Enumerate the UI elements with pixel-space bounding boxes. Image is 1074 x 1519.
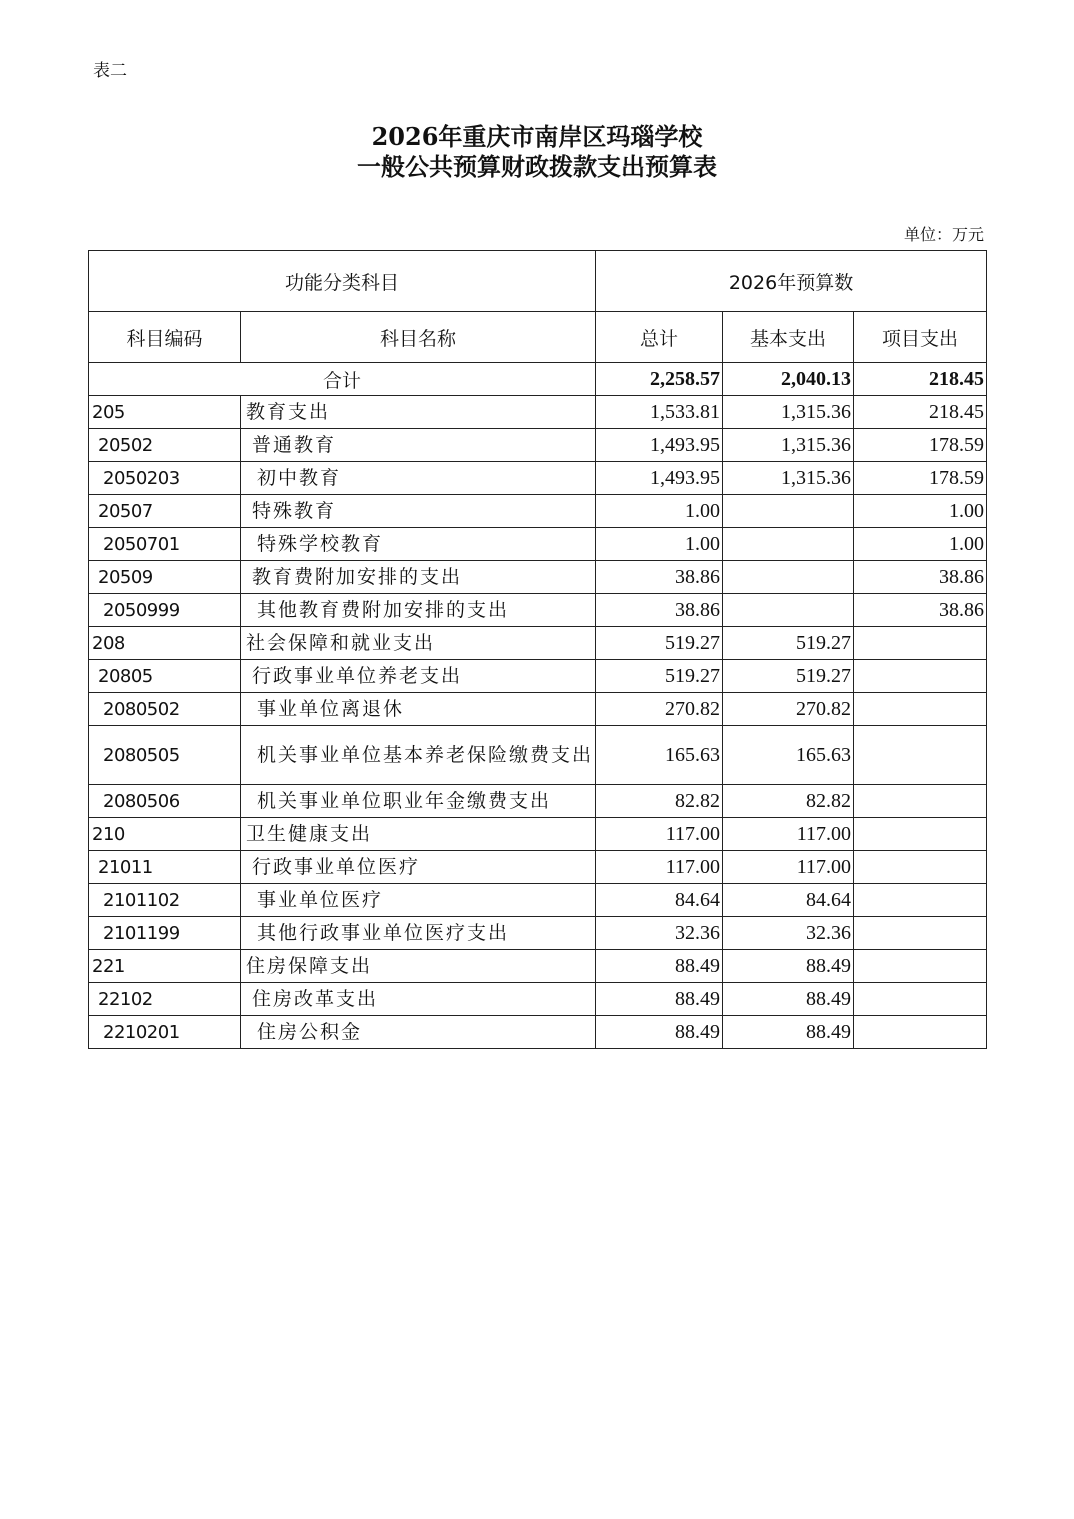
row-code: 20507 bbox=[89, 495, 241, 528]
row-total: 117.00 bbox=[596, 818, 723, 851]
header-project: 项目支出 bbox=[854, 312, 987, 363]
table-row bbox=[89, 818, 987, 851]
total-basic: 2,040.13 bbox=[723, 363, 854, 396]
row-basic bbox=[723, 561, 854, 594]
row-name: 教育费附加安排的支出 bbox=[241, 561, 596, 594]
table-row bbox=[89, 726, 987, 785]
table-row bbox=[89, 462, 987, 495]
row-name: 住房公积金 bbox=[241, 1016, 596, 1049]
row-name: 普通教育 bbox=[241, 429, 596, 462]
header-row-1 bbox=[89, 251, 987, 312]
table-row bbox=[89, 851, 987, 884]
row-total: 270.82 bbox=[596, 693, 723, 726]
row-name: 行政事业单位养老支出 bbox=[241, 660, 596, 693]
row-name: 住房保障支出 bbox=[241, 950, 596, 983]
row-total: 88.49 bbox=[596, 1016, 723, 1049]
row-total: 519.27 bbox=[596, 627, 723, 660]
row-code: 221 bbox=[89, 950, 241, 983]
row-basic bbox=[723, 495, 854, 528]
row-code: 210 bbox=[89, 818, 241, 851]
row-project bbox=[854, 693, 987, 726]
row-total: 1,493.95 bbox=[596, 429, 723, 462]
table-row bbox=[89, 917, 987, 950]
row-project: 178.59 bbox=[854, 429, 987, 462]
header-code: 科目编码 bbox=[89, 312, 241, 363]
row-code: 208 bbox=[89, 627, 241, 660]
row-total: 1.00 bbox=[596, 528, 723, 561]
row-basic bbox=[723, 594, 854, 627]
table-row bbox=[89, 429, 987, 462]
table-label: 表二 bbox=[93, 61, 127, 81]
row-code: 205 bbox=[89, 396, 241, 429]
row-code: 2050203 bbox=[89, 462, 241, 495]
row-name: 事业单位离退休 bbox=[241, 693, 596, 726]
row-total: 1,493.95 bbox=[596, 462, 723, 495]
row-name: 其他教育费附加安排的支出 bbox=[241, 594, 596, 627]
row-code: 22102 bbox=[89, 983, 241, 1016]
header-row-2 bbox=[89, 312, 987, 363]
row-name: 机关事业单位职业年金缴费支出 bbox=[241, 785, 596, 818]
row-basic: 165.63 bbox=[723, 726, 854, 785]
row-project bbox=[854, 726, 987, 785]
row-basic: 84.64 bbox=[723, 884, 854, 917]
row-basic: 519.27 bbox=[723, 627, 854, 660]
row-project bbox=[854, 851, 987, 884]
row-name: 特殊教育 bbox=[241, 495, 596, 528]
header-name: 科目名称 bbox=[241, 312, 596, 363]
row-code: 2101102 bbox=[89, 884, 241, 917]
row-basic: 1,315.36 bbox=[723, 396, 854, 429]
table-row bbox=[89, 693, 987, 726]
row-code: 20805 bbox=[89, 660, 241, 693]
row-name: 特殊学校教育 bbox=[241, 528, 596, 561]
row-basic: 88.49 bbox=[723, 950, 854, 983]
row-name: 初中教育 bbox=[241, 462, 596, 495]
table-row bbox=[89, 660, 987, 693]
row-code: 2050701 bbox=[89, 528, 241, 561]
table-row bbox=[89, 983, 987, 1016]
row-code: 2050999 bbox=[89, 594, 241, 627]
row-basic: 270.82 bbox=[723, 693, 854, 726]
row-name: 机关事业单位基本养老保险缴费支出 bbox=[241, 726, 596, 785]
row-project: 1.00 bbox=[854, 528, 987, 561]
table-row bbox=[89, 950, 987, 983]
row-total: 38.86 bbox=[596, 561, 723, 594]
total-sum: 2,258.57 bbox=[596, 363, 723, 396]
row-project: 1.00 bbox=[854, 495, 987, 528]
page-title: 2026年重庆市南岸区玛瑙学校 bbox=[371, 122, 703, 151]
row-code: 2101199 bbox=[89, 917, 241, 950]
row-project: 178.59 bbox=[854, 462, 987, 495]
table-row bbox=[89, 627, 987, 660]
row-project bbox=[854, 660, 987, 693]
table-row bbox=[89, 884, 987, 917]
row-total: 165.63 bbox=[596, 726, 723, 785]
row-total: 82.82 bbox=[596, 785, 723, 818]
row-total: 38.86 bbox=[596, 594, 723, 627]
row-basic: 1,315.36 bbox=[723, 462, 854, 495]
budget-table bbox=[88, 250, 987, 1049]
row-code: 2210201 bbox=[89, 1016, 241, 1049]
page-subtitle: 一般公共预算财政拨款支出预算表 bbox=[357, 152, 717, 181]
row-basic: 88.49 bbox=[723, 983, 854, 1016]
row-name: 教育支出 bbox=[241, 396, 596, 429]
row-total: 117.00 bbox=[596, 851, 723, 884]
row-basic bbox=[723, 528, 854, 561]
row-total: 32.36 bbox=[596, 917, 723, 950]
row-basic: 117.00 bbox=[723, 851, 854, 884]
table-row bbox=[89, 594, 987, 627]
row-basic: 82.82 bbox=[723, 785, 854, 818]
total-project: 218.45 bbox=[854, 363, 987, 396]
row-code: 20509 bbox=[89, 561, 241, 594]
row-basic: 32.36 bbox=[723, 917, 854, 950]
row-project: 38.86 bbox=[854, 594, 987, 627]
row-project: 38.86 bbox=[854, 561, 987, 594]
header-function-group: 功能分类科目 bbox=[89, 251, 596, 312]
row-name: 行政事业单位医疗 bbox=[241, 851, 596, 884]
row-total: 88.49 bbox=[596, 983, 723, 1016]
row-project bbox=[854, 1016, 987, 1049]
table-row bbox=[89, 1016, 987, 1049]
row-code: 2080506 bbox=[89, 785, 241, 818]
row-project bbox=[854, 884, 987, 917]
row-name: 卫生健康支出 bbox=[241, 818, 596, 851]
row-name: 事业单位医疗 bbox=[241, 884, 596, 917]
row-name: 住房改革支出 bbox=[241, 983, 596, 1016]
row-total: 1.00 bbox=[596, 495, 723, 528]
row-code: 2080505 bbox=[89, 726, 241, 785]
row-project bbox=[854, 950, 987, 983]
header-total: 总计 bbox=[596, 312, 723, 363]
row-total: 519.27 bbox=[596, 660, 723, 693]
row-total: 84.64 bbox=[596, 884, 723, 917]
table-row bbox=[89, 495, 987, 528]
header-budget-group: 2026年预算数 bbox=[596, 251, 987, 312]
row-basic: 117.00 bbox=[723, 818, 854, 851]
row-name: 其他行政事业单位医疗支出 bbox=[241, 917, 596, 950]
row-project bbox=[854, 785, 987, 818]
row-project bbox=[854, 818, 987, 851]
total-label: 合计 bbox=[89, 363, 596, 396]
row-basic: 1,315.36 bbox=[723, 429, 854, 462]
table-row bbox=[89, 528, 987, 561]
row-total: 1,533.81 bbox=[596, 396, 723, 429]
row-project bbox=[854, 627, 987, 660]
table-row bbox=[89, 785, 987, 818]
row-basic: 519.27 bbox=[723, 660, 854, 693]
row-name: 社会保障和就业支出 bbox=[241, 627, 596, 660]
row-total: 88.49 bbox=[596, 950, 723, 983]
row-project: 218.45 bbox=[854, 396, 987, 429]
row-code: 21011 bbox=[89, 851, 241, 884]
row-basic: 88.49 bbox=[723, 1016, 854, 1049]
header-basic: 基本支出 bbox=[723, 312, 854, 363]
total-row bbox=[89, 363, 987, 396]
row-project bbox=[854, 917, 987, 950]
row-project bbox=[854, 983, 987, 1016]
table-row bbox=[89, 396, 987, 429]
row-code: 2080502 bbox=[89, 693, 241, 726]
unit-label: 单位：万元 bbox=[903, 225, 984, 244]
row-code: 20502 bbox=[89, 429, 241, 462]
table-row bbox=[89, 561, 987, 594]
